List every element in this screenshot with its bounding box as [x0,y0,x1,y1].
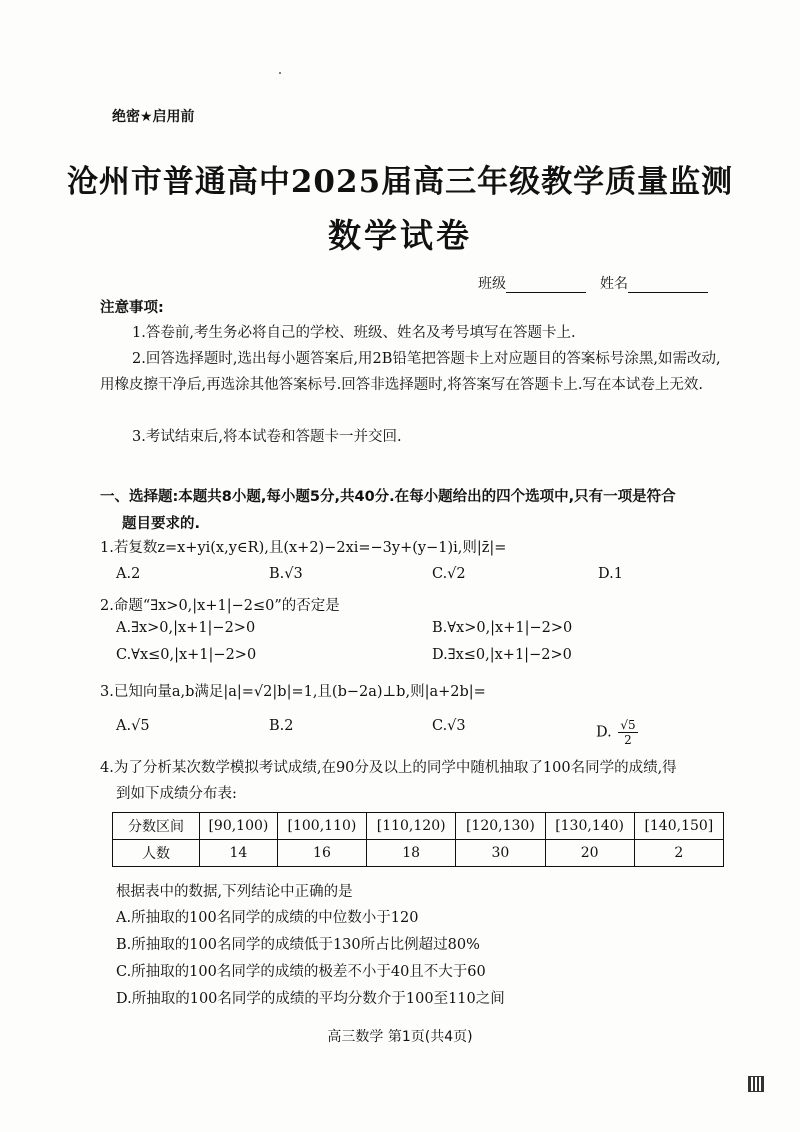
class-label: 班级 [478,276,506,292]
page-footer: 高三数学 第1页(共4页) [327,1029,473,1045]
table-cell: 2 [634,840,723,867]
table-cell: [130,140) [545,813,634,840]
name-blank[interactable] [628,278,708,293]
q2-option-b: B.∀x>0,|x+1|−2>0 [432,620,573,636]
notice-heading: 注意事项: [100,300,164,316]
fraction-numerator: √5 [620,718,636,732]
question-2-stem: 2.命题“∃x>0,|x+1|−2≤0”的否定是 [100,598,340,614]
table-cell: 16 [277,840,366,867]
q3-option-c: C.√3 [432,718,466,734]
table-row [113,840,724,867]
table-row [113,813,724,840]
table-cell: [90,100) [200,813,278,840]
table-cell: [110,120) [367,813,456,840]
question-4-stem-line1: 4.为了分析某次数学模拟考试成绩,在90分及以上的同学中随机抽取了100名同学的成绩,得 [100,760,677,776]
q1-option-b: B.√3 [269,566,303,582]
table-cell: 30 [456,840,545,867]
confidential-mark: 绝密★启用前 [112,109,195,125]
table-cell: [140,150] [634,813,723,840]
q4-option-a: A.所抽取的100名同学的成绩的中位数小于120 [116,910,419,926]
notice-item-1: 1.答卷前,考生务必将自己的学校、班级、姓名及考号填写在答题卡上. [132,325,576,341]
name-label: 姓名 [600,276,628,292]
fraction-denominator: 2 [624,733,632,747]
table-header-cell: 分数区间 [113,813,200,840]
notice-item-2: 2.回答选择题时,选出每小题答案后,用2B铅笔把答题卡上对应题目的答案标号涂黑,如需改动,用橡皮擦干净后,再选涂其他答案标号.回答非选择题时,将答案写在答题卡上.写在本试卷上无效. [100,351,721,393]
q1-option-a: A.2 [116,566,141,582]
qr-code-icon [748,1076,764,1092]
table-cell: [120,130) [456,813,545,840]
q2-option-a: A.∃x>0,|x+1|−2>0 [116,620,256,636]
question-4-stem-line2: 到如下成绩分布表: [116,786,237,802]
q1-option-c: C.√2 [432,566,466,582]
question-4-prompt: 根据表中的数据,下列结论中正确的是 [116,884,353,900]
table-cell: [100,110) [277,813,366,840]
exam-title: 沧州市普通高中2025届高三年级教学质量监测 [66,164,734,200]
q4-option-c: C.所抽取的100名同学的成绩的极差不小于40且不大于60 [116,964,486,980]
class-blank[interactable] [506,278,586,293]
table-cell: 18 [367,840,456,867]
q4-option-d: D.所抽取的100名同学的成绩的平均分数介于100至110之间 [116,991,505,1007]
table-header-cell: 人数 [113,840,200,867]
section-heading [100,484,725,538]
q3-option-d-fraction [618,718,637,747]
q3-option-d-label: D. [596,724,612,741]
q3-option-d [596,718,638,747]
section-heading-line2: 题目要求的. [122,516,201,532]
section-heading-line1: 一、选择题:本题共8小题,每小题5分,共40分.在每小题给出的四个选项中,只有一项是符合 [100,489,676,505]
q3-option-a: A.√5 [116,718,150,734]
q2-option-d: D.∃x≤0,|x+1|−2>0 [432,647,572,663]
table-cell: 20 [545,840,634,867]
q2-option-c: C.∀x≤0,|x+1|−2>0 [116,647,257,663]
exam-subtitle: 数学试卷 [328,216,472,255]
scan-speck [279,72,281,74]
notice-item-3: 3.考试结束后,将本试卷和答题卡一并交回. [132,429,402,445]
question-3-stem: 3.已知向量a,b满足|a|=√2|b|=1,且(b−2a)⊥b,则|a+2b|= [100,684,486,700]
score-distribution-table [112,812,724,867]
table-cell: 14 [200,840,278,867]
q3-option-b: B.2 [269,718,294,734]
student-info-fields [478,273,708,293]
q1-option-d: D.1 [598,566,623,582]
question-1-stem: 1.若复数z=x+yi(x,y∈R),且(x+2)−2xi=−3y+(y−1)i,则|z̄|= [100,540,507,556]
q4-option-b: B.所抽取的100名同学的成绩低于130所占比例超过80% [116,937,480,953]
